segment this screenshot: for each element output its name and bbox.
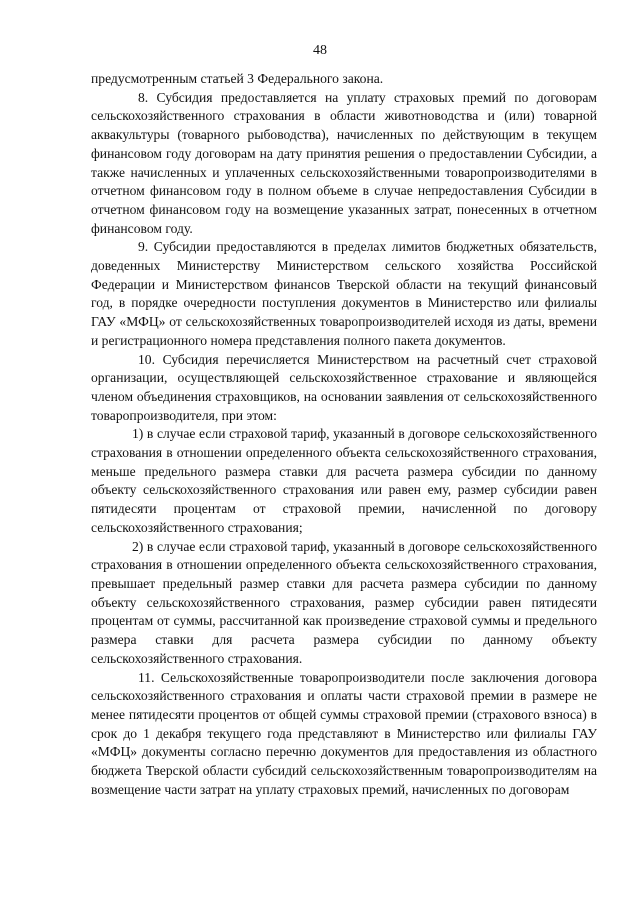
paragraph-continuation: предусмотренным статьей 3 Федерального закона. <box>91 71 384 86</box>
paragraph-10-item-1: 1) в случае если страховой тариф, указанный в договоре сельскохозяйственного страхования в отношении определенного объекта сельскохозяйственного страхования, меньше предельного размера ставки для расчета размера субсидии по данному объекту сельскохозяйственного страхования или равен ему, размер субсидии равен пятидесяти процентам от страховой премии, начисленной по договору сельскохозяйственного страхования; <box>91 426 597 535</box>
page-number: 48 <box>313 43 327 58</box>
paragraph-8: 8. Субсидия предоставляется на уплату страховых премий по договорам сельскохозяйственного страхования в области животноводства и (или) товарной аквакультуры (товарного рыбоводства), начисленных по действующим в текущем финансовом году договорам на дату принятия решения о предоставлении Субсидии, а также начисленных и уплаченных сельскохозяйственными товаропроизводителями в отчетном финансовом году в полном объеме в случае непредоставления Субсидии в отчетном финансовом году на возмещение указанных затрат, понесенных в отчетном финансовом году. <box>91 89 597 236</box>
paragraph-11: 11. Сельскохозяйственные товаропроизводители после заключения договора сельскохозяйственного страхования и оплаты части страховой премии в размере не менее пятидесяти процентов от общей суммы страховой премии (страхового взноса) в срок до 1 декабря текущего года представляют в Министерство или филиалы ГАУ «МФЦ» документы согласно перечню документов для предоставления из областного бюджета Тверской области субсидий сельскохозяйственным товаропроизводителям на возмещение части затрат на уплату страховых премий, начисленных по договорам <box>91 669 597 797</box>
document-body <box>91 70 597 799</box>
paragraph-9: 9. Субсидии предоставляются в пределах лимитов бюджетных обязательств, доведенных Министерству Министерством сельского хозяйства Российской Федерации и Министерством финансов Тверской области на текущий финансовый год, в порядке очередности поступления документов в Министерство или филиалы ГАУ «МФЦ» от сельскохозяйственных товаропроизводителей исходя из даты, времени и регистрационного номера представления полного пакета документов. <box>91 239 597 348</box>
paragraph-10: 10. Субсидия перечисляется Министерством на расчетный счет страховой организации, осуществляющей сельскохозяйственное страхование и являющейся членом объединения страховщиков, на основании заявления от сельскохозяйственного товаропроизводителя, при этом: <box>91 351 597 423</box>
paragraph-10-item-2: 2) в случае если страховой тариф, указанный в договоре сельскохозяйственного страхования в отношении определенного объекта сельскохозяйственного страхования, превышает предельный размер ставки для расчета размера субсидии по данному объекту сельскохозяйственного страхования, размер субсидии равен пятидесяти процентам от суммы, рассчитанной как произведение страховой суммы и предельного размера ставки для расчета размера субсидии по данному объекту сельскохозяйственного страхования. <box>91 538 597 666</box>
